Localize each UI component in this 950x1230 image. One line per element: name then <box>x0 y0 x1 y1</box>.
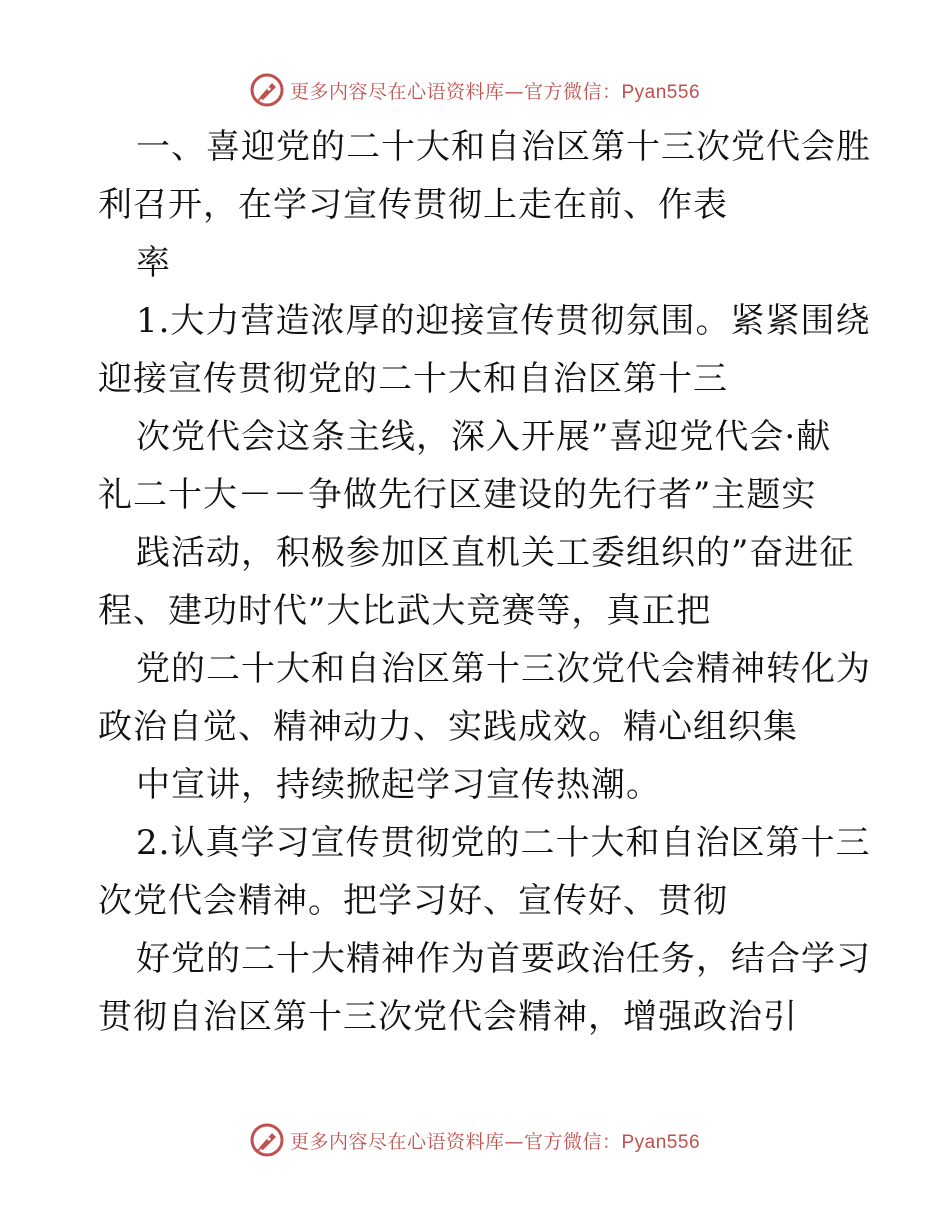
text-line: 程、建功时代”大比武大竞赛等，真正把 <box>98 591 712 631</box>
pen-nib-logo-icon <box>250 1123 284 1157</box>
watermark-text: 更多内容尽在心语资料库—官方微信：Pyan556 <box>289 1130 701 1153</box>
watermark-banner-top <box>0 68 950 112</box>
watermark-text: 更多内容尽在心语资料库—官方微信：Pyan556 <box>289 80 701 103</box>
text-line: 2.认真学习宣传贯彻党的二十大和自治区第十三 <box>136 823 871 863</box>
text-line: 一、喜迎党的二十大和自治区第十三次党代会胜 <box>136 127 871 167</box>
text-line: 礼二十大－－争做先行区建设的先行者”主题实 <box>98 475 817 515</box>
pen-nib-logo-icon <box>250 73 284 107</box>
wechat-id: Pyan556 <box>621 1131 701 1153</box>
watermark-banner-bottom <box>0 1118 950 1162</box>
text-line: 1.大力营造浓厚的迎接宣传贯彻氛围。紧紧围绕 <box>136 301 871 341</box>
text-line: 利召开，在学习宣传贯彻上走在前、作表 <box>98 185 728 225</box>
text-line: 践活动，积极参加区直机关工委组织的”奋进征 <box>136 533 855 573</box>
text-line: 党的二十大和自治区第十三次党代会精神转化为 <box>136 649 871 689</box>
text-line: 次党代会这条主线，深入开展”喜迎党代会·献 <box>136 417 832 457</box>
text-line: 贯彻自治区第十三次党代会精神，增强政治引 <box>98 997 798 1037</box>
wechat-id: Pyan556 <box>621 81 701 103</box>
text-line: 率 <box>136 243 171 283</box>
text-line: 政治自觉、精神动力、实践成效。精心组织集 <box>98 707 798 747</box>
text-line: 次党代会精神。把学习好、宣传好、贯彻 <box>98 881 728 921</box>
text-line: 迎接宣传贯彻党的二十大和自治区第十三 <box>98 359 728 399</box>
text-line: 好党的二十大精神作为首要政治任务，结合学习 <box>136 939 871 979</box>
text-line: 中宣讲，持续掀起学习宣传热潮。 <box>136 765 661 805</box>
